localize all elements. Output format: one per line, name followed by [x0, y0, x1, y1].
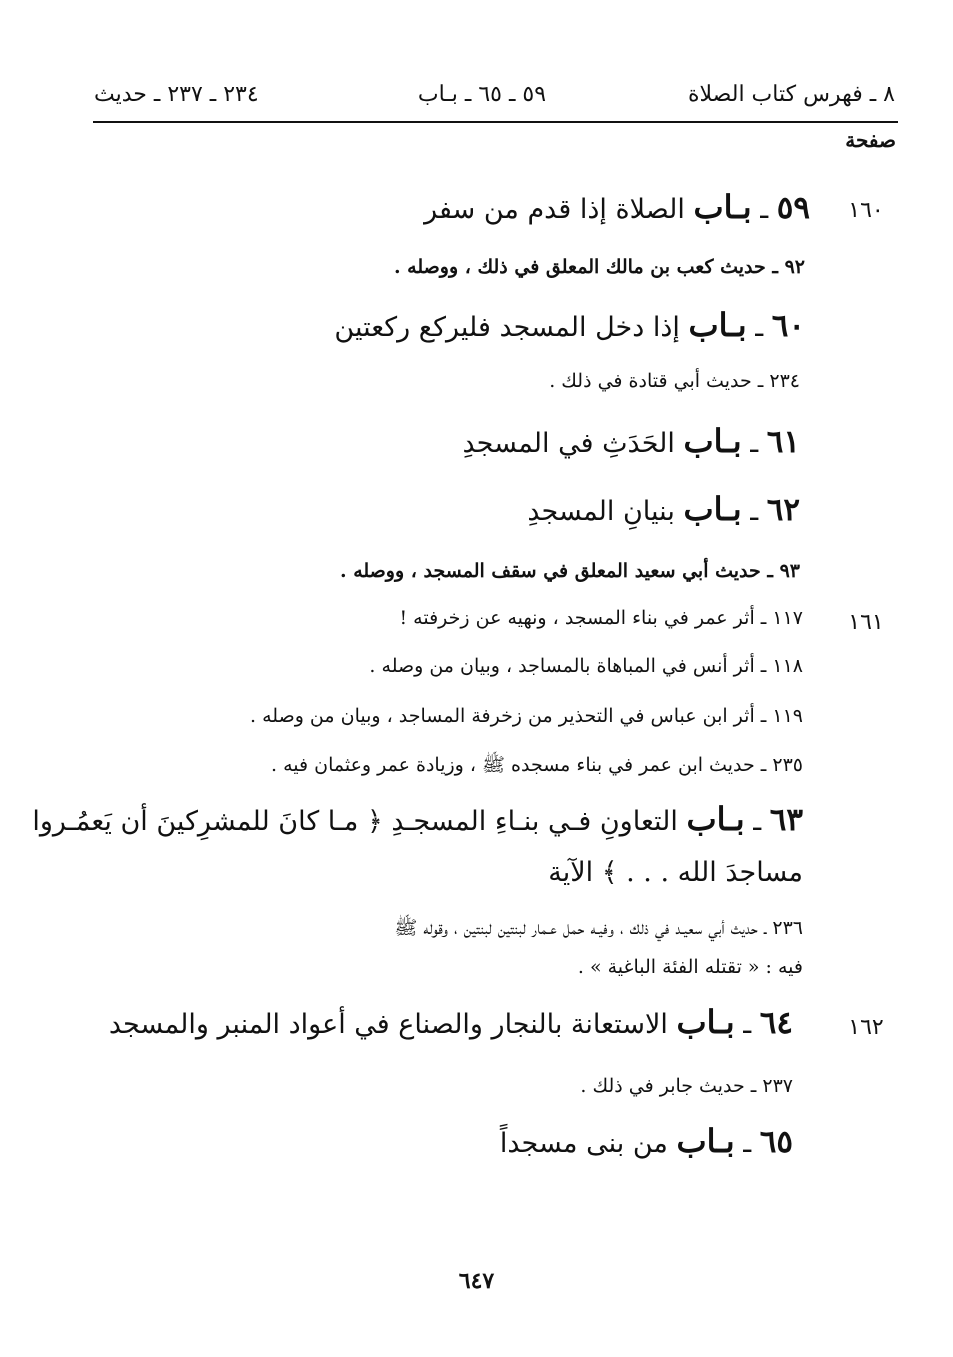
bab-keyword: بـاب: [683, 490, 742, 528]
bab-keyword: بـاب: [676, 1122, 735, 1160]
bab-60: ٦٠ ـ بـاب إذا دخل المسجد فليركع ركعتين: [334, 306, 805, 344]
bab-title: إذا دخل المسجد فليركع ركعتين: [334, 312, 680, 343]
bab-number: ٥٩: [776, 190, 810, 226]
page-column-label: صفحة: [845, 128, 896, 152]
page-footer-number: ٦٤٧: [458, 1268, 495, 1294]
athar-117: ١١٧ ـ أثر عمر في بناء المسجد ، ونهيه عن زخرفته !: [399, 607, 803, 629]
bab-62: ٦٢ ـ بـاب بنيانِ المسجدِ: [527, 490, 800, 528]
hadith-237: ٢٣٧ ـ حديث جابر في ذلك .: [580, 1075, 793, 1097]
bab-number: ٦٤: [759, 1005, 793, 1041]
athar-118: ١١٨ ـ أثر أنس في المباهاة بالمساجد ، وبيان من وصله .: [369, 655, 803, 677]
bab-title: الصلاة إذا قدم من سفر: [424, 194, 685, 225]
bab-64: ٦٤ ـ بـاب الاستعانة بالنجار والصناع في أعواد المنبر والمسجد: [108, 1003, 793, 1041]
bab-title: التعاونِ فـي بنـاءِ المسجـدِ ﴿ مـا كانَ للمشرِكينَ أن يَعمُـروا: [32, 806, 678, 837]
hadith-93: ٩٣ ـ حديث أبي سعيد المعلق في سقف المسجد ، ووصله .: [339, 560, 800, 582]
bab-59: ٥٩ ـ بـاب الصلاة إذا قدم من سفر: [424, 188, 810, 226]
bab-keyword: بـاب: [688, 306, 747, 344]
bab-title: الاستعانة بالنجار والصناع في أعواد المنبر والمسجد: [108, 1009, 668, 1040]
bab-title: من بنى مسجداً: [499, 1128, 668, 1159]
bab-keyword: بـاب: [693, 188, 752, 226]
header-hadith-range: ٢٣٤ ـ ٢٣٧ ـ حديث: [94, 82, 259, 107]
hadith-234: ٢٣٤ ـ حديث أبي قتادة في ذلك .: [549, 370, 800, 392]
bab-63: ٦٣ ـ بـاب التعاونِ فـي بنـاءِ المسجـدِ ﴿ مـا كانَ للمشرِكينَ أن يَعمُـروا: [32, 800, 803, 838]
hadith-92: ٩٢ ـ حديث كعب بن مالك المعلق في ذلك ، ووصله .: [393, 256, 805, 278]
bab-63-continuation: مساجدَ الله . . . ﴾ الآية: [548, 857, 803, 888]
bab-title: بنيانِ المسجدِ: [527, 496, 675, 527]
hadith-235: ٢٣٥ ـ حديث ابن عمر في بناء مسجده ﷺ ، وزيادة عمر وعثمان فيه .: [271, 754, 803, 776]
bab-number: ٦١: [766, 424, 800, 460]
bab-title: الحَدَثِ في المسجدِ: [462, 428, 675, 459]
bab-65: ٦٥ ـ بـاب من بنى مسجداً: [499, 1122, 793, 1160]
bab-number: ٦٣: [769, 802, 803, 838]
header-rule: [93, 121, 898, 123]
bab-61: ٦١ ـ بـاب الحَدَثِ في المسجدِ: [462, 422, 800, 460]
header-book-title: ٨ ـ فهرس كتاب الصلاة: [688, 82, 895, 107]
header-chapter-range: ٥٩ ـ ٦٥ ـ بـاب: [417, 82, 547, 107]
hadith-236: ٢٣٦ ـ حديث أبي سعيـد في ذلك ، وفيـه حمل عـمار لبنتين لبنتين ، وقوله ﷺ: [394, 917, 803, 939]
hadith-236-continuation: فيه : « تقتله الفئة الباغية » .: [577, 956, 803, 978]
page-number-161: ١٦١: [848, 610, 884, 635]
bab-number: ٦٥: [759, 1124, 793, 1160]
page-number-162: ١٦٢: [848, 1015, 884, 1040]
bab-keyword: بـاب: [676, 1003, 735, 1041]
athar-119: ١١٩ ـ أثر ابن عباس في التحذير من زخرفة المساجد ، وبيان من وصله .: [250, 705, 803, 727]
bab-number: ٦٢: [766, 492, 800, 528]
bab-number: ٦٠: [771, 308, 805, 344]
page-number-160: ١٦٠: [848, 198, 884, 223]
bab-keyword: بـاب: [683, 422, 742, 460]
bab-keyword: بـاب: [686, 800, 745, 838]
